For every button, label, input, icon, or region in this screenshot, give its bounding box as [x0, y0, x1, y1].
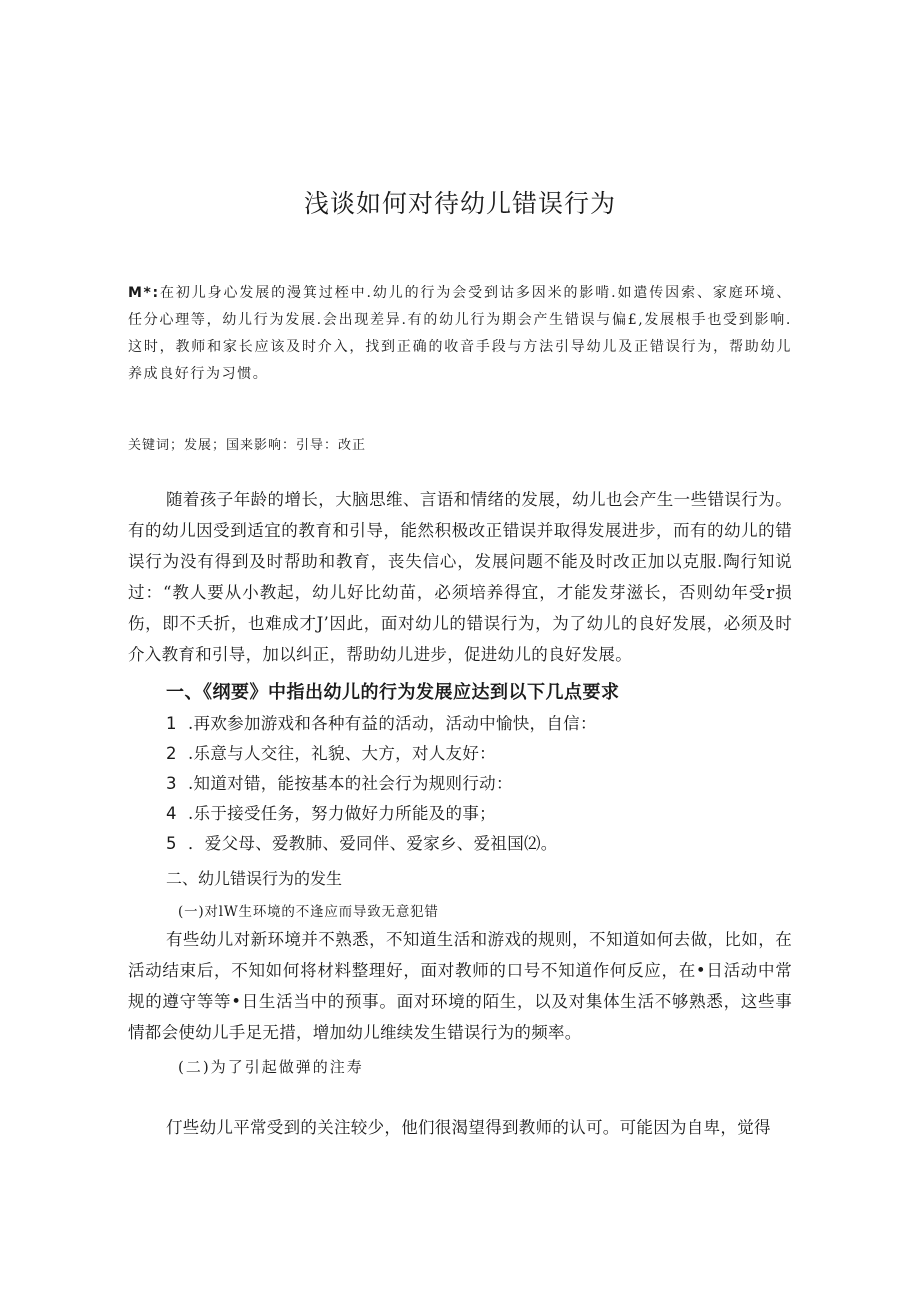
list-item-number: 2	[166, 744, 177, 763]
section-1-heading: 一、《纲要》中指出幼儿的行为发展应达到以下几点要求	[166, 682, 620, 703]
list-item-number: 5	[166, 834, 177, 853]
intro-paragraph: 随着孩子年龄的增长，大脑思维、言语和情绪的发展，幼儿也会产生一些错误行为。有的幼儿因受到适宜的教育和引导，能然积极改正错误并取得发展进步，而有的幼儿的错误行为没有得到及时帮助和教育，丧失信心，发展问题不能及时改正加以克服.陶行知说过：“教人要从小教起，幼儿好比幼苗，必须培养得宜，才能发芽滋长，否则幼年受r损伤，即不夭折，也难成才J’因此，面对幼儿的错误行为，为了幼儿的良好发展，必须及时介入教育和引导，加以纠正，帮助幼儿进步，促进幼儿的良好发展。	[128, 490, 792, 664]
abstract	[128, 280, 792, 388]
list-item-number: 3	[166, 774, 177, 793]
list-item	[166, 768, 513, 799]
abstract-label: M*:	[128, 285, 160, 301]
list-item-text: .再欢参加游戏和各种有益的活动，活动中愉快，自信：	[188, 714, 597, 733]
subsection-2-heading: (二)为了引起做弹的注寿	[178, 1058, 364, 1076]
subsection-1-paragraph: 有些幼儿对新环境并不熟悉，不知道生活和游戏的规则，不知道如何去做，比如，在活动结束后，不知如何将材料整理好，面对教师的口号不知道作何反应，在•日活动中常规的遵守等等•日生活当中的预事。面对环境的陌生，以及对集体生活不够熟悉，这些事情都会使幼儿手足无措，增加幼儿维续发生错误行为的频率。	[128, 930, 792, 1042]
subsection-2-paragraph: 仃些幼儿平常受到的关注较少，他们很渴望得到教师的认可。可能因为自卑，觉得	[166, 1118, 771, 1137]
list-item	[166, 708, 597, 739]
abstract-text: 在初儿身心发展的漫箕过桎中.幼儿的行为会受到诂多因米的影啃.如遣传因索、家庭环境、任分心理等，幼儿行为发展.会出现差异.有的幼儿行为期会产生错误与偏£,发展根手也受到影响.这时，教师和家长应该及时介入，找到正确的收音手段与方法引导幼儿及正错误行为，帮助幼儿养成良好行为习惯。	[128, 285, 792, 382]
keywords: 关键词；发展；国来影响：引导：改正	[128, 438, 367, 453]
subsection-1-heading: (一)对lW生环境的不逢应而导致无意犯错	[178, 904, 439, 920]
list-item-number: 4	[166, 804, 177, 823]
section-2-heading: 二、幼儿错误行为的发生	[166, 869, 343, 888]
list-item	[166, 738, 496, 769]
document-title: 浅谈如何对待幼儿错误行为	[303, 189, 616, 218]
list-item-text: .乐于接受任务，努力做好力所能及的事；	[188, 804, 496, 823]
list-item-number: 1	[166, 714, 177, 733]
list-item	[166, 798, 496, 829]
list-item-text: .乐意与人交往，礼貌、大方，对人友好：	[188, 744, 496, 763]
list-item-text: ．爱父母、爱教肺、爱同伴、爱家乡、爱祖国⑵。	[188, 834, 558, 853]
list-item	[166, 828, 558, 859]
list-item-text: .知道对错，能按基本的社会行为规则行动：	[188, 774, 513, 793]
